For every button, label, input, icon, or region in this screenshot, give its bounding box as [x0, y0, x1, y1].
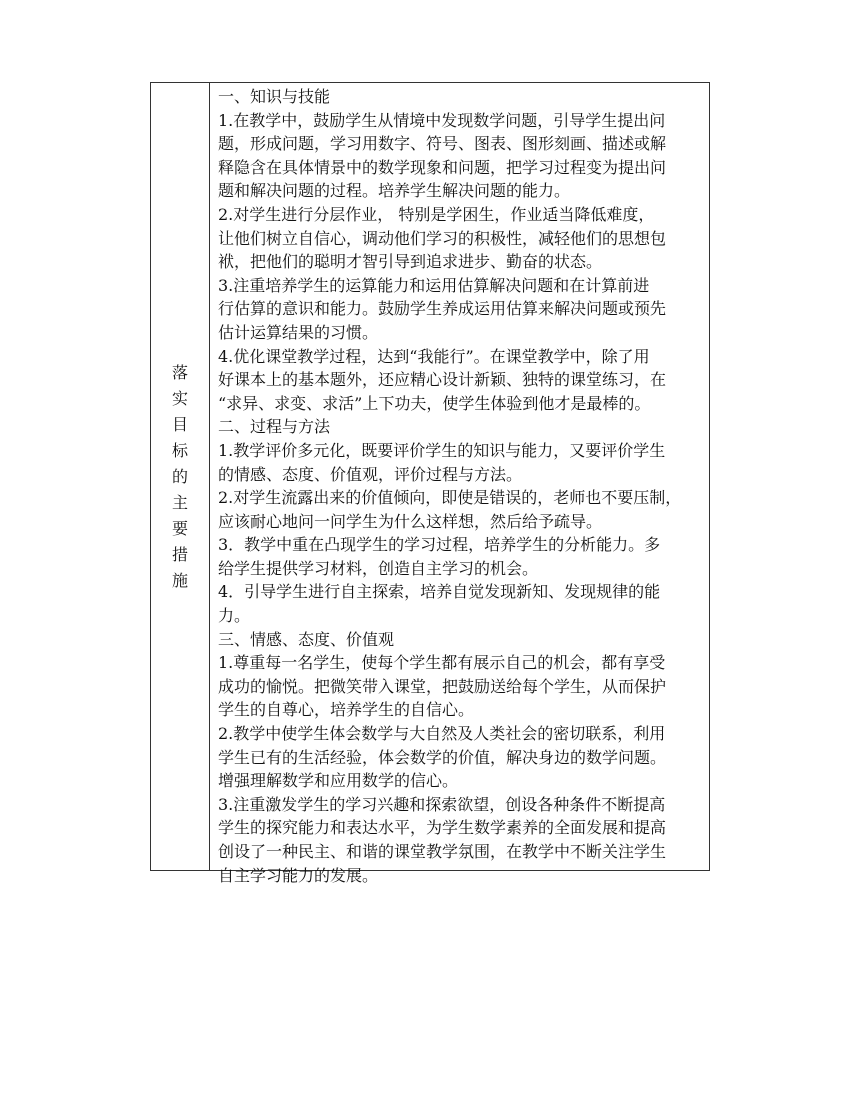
text-line: 好课本上的基本题外，还应精心设计新颖、独特的课堂练习，在 [218, 370, 667, 390]
text-line: 的情感、态度、价值观，评价过程与方法。 [218, 464, 523, 484]
text-line: 力。 [218, 606, 251, 626]
text-line: “求异、求变、求活”上下功夫，使学生体验到他才是最棒的。 [218, 393, 651, 413]
text-line: 自主学习能力的发展。 [218, 865, 379, 885]
text-line: 学生的探究能力和表达水平，为学生数学素养的全面发展和提高 [218, 818, 667, 838]
text-line: 3.注重激发学生的学习兴趣和探索欲望，创设各种条件不断提高 [218, 794, 666, 814]
section-heading-values: 三、情感、态度、价值观 [218, 629, 395, 649]
text-line: 2.对学生进行分层作业， 特别是学困生，作业适当降低难度， [218, 204, 655, 224]
measures-content-cell [210, 83, 709, 885]
text-line: 增强理解数学和应用数学的信心。 [218, 771, 459, 791]
text-line: 3.注重培养学生的运算能力和运用估算解决问题和在计算前进 [218, 275, 650, 295]
text-line: 让他们树立自信心，调动他们学习的积极性，减轻他们的思想包 [218, 228, 667, 248]
section-heading-process: 二、过程与方法 [218, 417, 331, 437]
text-line: 题，形成问题，学习用数字、符号、图表、图形刻画、描述或解 [218, 134, 667, 154]
text-line: 应该耐心地问一问学生为什么这样想，然后给予疏导。 [218, 511, 603, 531]
text-line: 2.教学中使学生体会数学与大自然及人类社会的密切联系，利用 [218, 724, 666, 744]
text-line: 4．引导学生进行自主探索，培养自觉发现新知、发现规律的能 [218, 582, 661, 602]
text-line: 释隐含在具体情景中的数学现象和问题，把学习过程变为提出问 [218, 157, 667, 177]
text-line: 成功的愉悦。把微笑带入课堂，把鼓励送给每个学生，从而保护 [218, 676, 667, 696]
row-label: 落实目标的主要措施 [171, 362, 188, 590]
text-line: 行估算的意识和能力。鼓励学生养成运用估算来解决问题或预先 [218, 299, 667, 319]
text-line: 估计运算结果的习惯。 [218, 322, 379, 342]
text-line: 1.尊重每一名学生，使每个学生都有展示自己的机会，都有享受 [218, 653, 666, 673]
text-line: 给学生提供学习材料，创造自主学习的机会。 [218, 558, 539, 578]
text-line: 题和解决问题的过程。培养学生解决问题的能力。 [218, 181, 571, 201]
text-line: 袱，把他们的聪明才智引导到追求进步、勤奋的状态。 [218, 252, 603, 272]
text-line: 学生的自尊心，培养学生的自信心。 [218, 700, 475, 720]
text-line: 2.对学生流露出来的价值倾向，即使是错误的，老师也不要压制， [218, 488, 682, 508]
text-line: 1.在教学中，鼓励学生从情境中发现数学问题，引导学生提出问 [218, 110, 666, 130]
text-line: 3．教学中重在凸现学生的学习过程，培养学生的分析能力。多 [218, 535, 661, 555]
text-line: 学生已有的生活经验，体会数学的价值，解决身边的数学问题。 [218, 747, 667, 767]
text-line: 1.教学评价多元化，既要评价学生的知识与能力，又要评价学生 [218, 440, 666, 460]
section-heading-knowledge: 一、知识与技能 [218, 87, 331, 106]
row-label-cell [151, 83, 210, 870]
measures-table [150, 82, 710, 885]
text-line: 4.优化课堂教学过程，达到“我能行”。在课堂教学中，除了用 [218, 346, 650, 366]
text-line: 创设了一种民主、和谐的课堂教学氛围，在教学中不断关注学生 [218, 842, 667, 861]
